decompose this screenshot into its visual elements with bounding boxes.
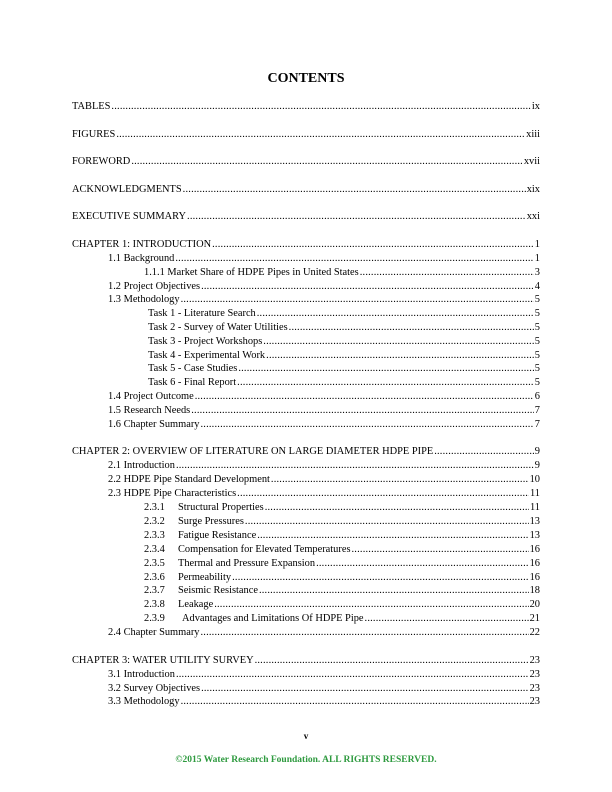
toc-entry-label: 2.1 Introduction xyxy=(108,460,175,471)
toc-entry-page: 13 xyxy=(529,530,540,541)
toc-entry-number: 2.3.8 xyxy=(144,599,165,610)
toc-entry-label: TABLES xyxy=(72,101,111,112)
toc-entry-page: 9 xyxy=(534,446,540,457)
toc-entry-chapter-3[interactable] xyxy=(72,654,540,667)
dot-leader xyxy=(271,473,529,486)
dot-leader xyxy=(181,293,534,306)
toc-entry-label: Surge Pressures xyxy=(178,516,244,527)
toc-entry-acknowledgments[interactable] xyxy=(72,183,540,196)
toc-entry-label: Fatigue Resistance xyxy=(178,530,257,541)
dot-leader xyxy=(266,349,534,362)
toc-entry-2-2[interactable] xyxy=(108,473,540,486)
toc-entry-label: 3.3 Methodology xyxy=(108,696,180,707)
toc-entry-label: 1.4 Project Outcome xyxy=(108,391,194,402)
toc-entry-page: 23 xyxy=(529,669,540,680)
toc-entry-page: ix xyxy=(531,101,540,112)
toc-entry-label: CHAPTER 3: WATER UTILITY SURVEY xyxy=(72,655,254,666)
toc-entry-label: Seismic Resistance xyxy=(178,585,258,596)
toc-entry-2-3-6[interactable] xyxy=(144,571,540,584)
toc-entry-label: Leakage xyxy=(178,599,214,610)
toc-entry-page: xvii xyxy=(523,156,540,167)
toc-entry-page: 5 xyxy=(534,322,540,333)
toc-entry-page: 5 xyxy=(534,363,540,374)
toc-entry-label: 1.1.1 Market Share of HDPE Pipes in United States xyxy=(144,267,359,278)
dot-leader xyxy=(111,100,530,113)
toc-entry-page: 5 xyxy=(534,294,540,305)
toc-entry-page: 5 xyxy=(534,350,540,361)
toc-entry-page: 22 xyxy=(529,627,540,638)
toc-entry-page: 16 xyxy=(529,544,540,555)
toc-entry-label: 3.2 Survey Objectives xyxy=(108,683,201,694)
toc-entry-page: 9 xyxy=(534,460,540,471)
dot-leader xyxy=(316,557,529,570)
toc-entry-tables[interactable] xyxy=(72,100,540,113)
toc-entry-page: 23 xyxy=(529,696,540,707)
toc-entry-executive-summary[interactable] xyxy=(72,210,540,223)
dot-leader xyxy=(237,376,534,389)
dot-leader xyxy=(352,543,529,556)
toc-entry-label: Task 1 - Literature Search xyxy=(148,308,256,319)
toc-entry-page: 16 xyxy=(529,572,540,583)
toc-entry-page: 4 xyxy=(534,281,540,292)
toc-entry-1-1-1[interactable] xyxy=(144,266,540,279)
toc-entry-label: 1.1 Background xyxy=(108,253,175,264)
toc-entry-label: Advantages and Limitations Of HDPE Pipe xyxy=(182,613,364,624)
dot-leader xyxy=(365,612,529,625)
toc-entry-label: Task 4 - Experimental Work xyxy=(148,350,266,361)
dot-leader xyxy=(259,584,529,597)
dot-leader xyxy=(116,128,525,141)
dot-leader xyxy=(183,183,526,196)
toc-entry-page: 6 xyxy=(534,391,540,402)
toc-entry-task-5[interactable] xyxy=(148,362,540,375)
toc-entry-2-3-9[interactable] xyxy=(144,612,540,625)
toc-entry-label: CHAPTER 2: OVERVIEW OF LITERATURE ON LARGE DIAMETER HDPE PIPE xyxy=(72,446,434,457)
dot-leader xyxy=(212,238,534,251)
toc-entry-page: 5 xyxy=(534,377,540,388)
toc-entry-page: 16 xyxy=(529,558,540,569)
toc-entry-page: 18 xyxy=(529,585,540,596)
toc-entry-task-2[interactable] xyxy=(148,321,540,334)
toc-entry-page: 13 xyxy=(529,516,540,527)
toc-entry-1-5[interactable] xyxy=(108,404,540,417)
toc-entry-chapter-1[interactable] xyxy=(72,238,540,251)
toc-entry-page: 5 xyxy=(534,336,540,347)
toc-entry-label: Task 5 - Case Studies xyxy=(148,363,238,374)
toc-entry-label: Task 2 - Survey of Water Utilities xyxy=(148,322,288,333)
toc-entry-2-3-4[interactable] xyxy=(144,543,540,556)
toc-entry-number: 2.3.4 xyxy=(144,544,165,555)
toc-entry-label: 1.6 Chapter Summary xyxy=(108,419,200,430)
page-number: v xyxy=(303,731,309,741)
dot-leader xyxy=(245,515,529,528)
dot-leader xyxy=(214,598,528,611)
toc-entry-number: 2.3.2 xyxy=(144,516,165,527)
dot-leader xyxy=(257,307,534,320)
toc-entry-2-3-3[interactable] xyxy=(144,529,540,542)
toc-entry-1-2[interactable] xyxy=(108,280,540,293)
toc-entry-2-4[interactable] xyxy=(108,626,540,639)
toc-entry-foreword[interactable] xyxy=(72,155,540,168)
toc-entry-number: 2.3.6 xyxy=(144,572,165,583)
toc-entry-1-3[interactable] xyxy=(108,293,540,306)
dot-leader xyxy=(257,529,528,542)
toc-entry-3-1[interactable] xyxy=(108,668,540,681)
toc-entry-label: EXECUTIVE SUMMARY xyxy=(72,211,187,222)
dot-leader xyxy=(232,571,529,584)
dot-leader xyxy=(176,668,529,681)
toc-entry-label: ACKNOWLEDGMENTS xyxy=(72,184,182,195)
toc-entry-page: 10 xyxy=(529,474,540,485)
toc-entry-page: xiii xyxy=(526,129,540,140)
toc-entry-page: 7 xyxy=(534,419,540,430)
toc-entry-page: 7 xyxy=(534,405,540,416)
toc-entry-label: Task 3 - Project Workshops xyxy=(148,336,263,347)
toc-entry-figures[interactable] xyxy=(72,128,540,141)
dot-leader xyxy=(200,626,528,639)
toc-entry-label: FOREWORD xyxy=(72,156,131,167)
toc-entry-3-2[interactable] xyxy=(108,682,540,695)
toc-entry-number: 2.3.5 xyxy=(144,558,165,569)
dot-leader xyxy=(200,418,533,431)
toc-entry-label: 2.2 HDPE Pipe Standard Development xyxy=(108,474,270,485)
toc-entry-label: 2.3 HDPE Pipe Characteristics xyxy=(108,488,237,499)
toc-entry-label: 2.4 Chapter Summary xyxy=(108,627,200,638)
toc-entry-number: 2.3.9 xyxy=(144,613,165,624)
toc-entry-page: 23 xyxy=(529,655,540,666)
toc-entry-2-3[interactable] xyxy=(108,487,540,500)
toc-entry-label: Thermal and Pressure Expansion xyxy=(178,558,316,569)
dot-leader xyxy=(360,266,534,279)
toc-entry-page: 1 xyxy=(534,239,540,250)
toc-entry-page: 21 xyxy=(529,613,540,624)
toc-entry-page: 1 xyxy=(534,253,540,264)
toc-entry-1-6[interactable] xyxy=(108,418,540,431)
toc-entry-label: 1.5 Research Needs xyxy=(108,405,191,416)
toc-entry-task-4[interactable] xyxy=(148,349,540,362)
toc-entry-page: 11 xyxy=(529,502,540,513)
toc-entry-number: 2.3.1 xyxy=(144,502,165,513)
dot-leader xyxy=(434,445,534,458)
toc-entry-label: 1.3 Methodology xyxy=(108,294,180,305)
toc-entry-page: 5 xyxy=(534,308,540,319)
dot-leader xyxy=(263,335,534,348)
toc-entry-page: 20 xyxy=(529,599,540,610)
dot-leader xyxy=(176,459,534,472)
toc-entry-2-3-1[interactable] xyxy=(144,501,540,514)
toc-entry-page: 11 xyxy=(529,488,540,499)
toc-entry-2-3-7[interactable] xyxy=(144,584,540,597)
toc-entry-1-1[interactable] xyxy=(108,252,540,265)
dot-leader xyxy=(265,501,529,514)
toc-entry-label: FIGURES xyxy=(72,129,116,140)
dot-leader xyxy=(181,695,529,708)
toc-entry-label: CHAPTER 1: INTRODUCTION xyxy=(72,239,212,250)
toc-entry-3-3[interactable] xyxy=(108,695,540,708)
toc-entry-page: 23 xyxy=(529,683,540,694)
dot-leader xyxy=(238,362,533,375)
dot-leader xyxy=(255,654,529,667)
dot-leader xyxy=(175,252,533,265)
toc-entry-task-6[interactable] xyxy=(148,376,540,389)
toc-entry-label: Task 6 - Final Report xyxy=(148,377,237,388)
toc-entry-2-1[interactable] xyxy=(108,459,540,472)
toc-entry-label: Compensation for Elevated Temperatures xyxy=(178,544,351,555)
toc-entry-chapter-2[interactable] xyxy=(72,445,540,458)
copyright-footer: ©2015 Water Research Foundation. ALL RIGHTS RESERVED. xyxy=(175,755,437,765)
toc-entry-label: Permeability xyxy=(178,572,232,583)
toc-entry-number: 2.3.7 xyxy=(144,585,165,596)
toc-entry-page: 3 xyxy=(534,267,540,278)
toc-entry-label: 3.1 Introduction xyxy=(108,669,175,680)
toc-entry-page: xix xyxy=(526,184,540,195)
toc-entry-1-4[interactable] xyxy=(108,390,540,403)
toc-entry-number: 2.3.3 xyxy=(144,530,165,541)
toc-entry-2-3-8[interactable] xyxy=(144,598,540,611)
dot-leader xyxy=(289,321,534,334)
toc-entry-task-3[interactable] xyxy=(148,335,540,348)
page-title: CONTENTS xyxy=(267,71,345,86)
dot-leader xyxy=(131,155,523,168)
toc-entry-task-1[interactable] xyxy=(148,307,540,320)
toc-entry-2-3-5[interactable] xyxy=(144,557,540,570)
dot-leader xyxy=(191,404,534,417)
dot-leader xyxy=(201,682,529,695)
toc-entry-2-3-2[interactable] xyxy=(144,515,540,528)
dot-leader xyxy=(195,390,534,403)
dot-leader xyxy=(201,280,534,293)
toc-entry-label: Structural Properties xyxy=(178,502,264,513)
toc-entry-page: xxi xyxy=(526,211,540,222)
dot-leader xyxy=(187,210,526,223)
dot-leader xyxy=(237,487,529,500)
toc-entry-label: 1.2 Project Objectives xyxy=(108,281,201,292)
